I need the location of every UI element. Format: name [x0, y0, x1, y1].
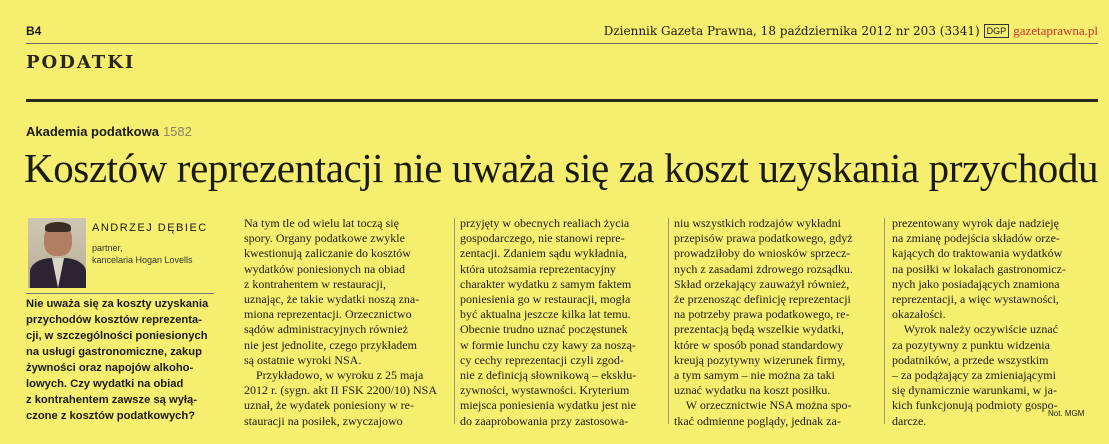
author-photo — [28, 218, 86, 288]
kicker-number: 1582 — [162, 124, 192, 139]
masthead-issue-info: Dziennik Gazeta Prawna, 18 października 2012 nr 203 (3341) — [603, 24, 980, 38]
article-column-4: prezentowany wyrok daje nadzieję na zmianę podejścia składów orze- kających do traktowania wydatków na posiłki w lokalach gastronomicz- nych jako posiadających znamiona reprezentacji, a więc wystawności, okazałości. Wyrok należy oczywiście uznać za pozytywny z punktu widzenia podatników, a przede wszystkim – za podążający za zmieniającymi się dynamicznie warunkami, w ja- kich funkcjonują podmioty gospo- darcze. — [892, 216, 1066, 428]
lead-divider — [26, 293, 214, 294]
site-link[interactable]: gazetaprawna.pl — [1013, 23, 1098, 38]
article-column-3: niu wszystkich rodzajów wykładni przepisów prawa podatkowego, gdyż prowadziłoby do wniosków sprzecz- nych z zasadami zdrowego rozsądku. Skład orzekający zauważył również, że przenosząc definicję reprezentacji na potrzeby prawa podatkowego, re- prezentacją będą wszelkie wydatki, które w sposób ponad standardowy kreują pozytywny wizerunek firmy, a tym samym – nie można za taki uznać wydatku na koszt posiłku. W orzecznictwie NSA można spo- tkać odmienne poglądy, jednak za- — [674, 216, 853, 428]
article-column-1: Na tym tle od wielu lat toczą się spory. Organy podatkowe zwykle kwestionują zaliczanie do kosztów wydatków poniesionych na obiad z kontrahentem w restauracji, uznając, że takie wydatki noszą zna- miona reprezentacji. Orzecznictwo sądów administracyjnych również nie jest jednolite, czego przykładem są ostatnie wyroki NSA. Przykładowo, w wyroku z 25 maja 2012 r. (sygn. akt II FSK 2200/10) NSA uznał, że wydatek poniesiony w re- stauracji na posiłek, zwyczajowo — [244, 216, 438, 428]
section-title: PODATKI — [26, 52, 136, 73]
column-divider — [884, 218, 885, 424]
article-lead: Nie uważa się za koszty uzyskania przychodów kosztów reprezenta- cji, w szczególności poniesionych na usługi gastronomiczne, zakup żywności oraz napojów alkoho- lowych. Czy wydatki na obiad z kontrahentem zawsze są wyłą- czone z kosztów podatkowych? — [26, 298, 209, 422]
page-header — [26, 22, 1098, 40]
masthead — [604, 22, 1098, 40]
article-headline: Kosztów reprezentacji nie uważa się za koszt uzyskania przychodu — [24, 145, 1099, 191]
column-divider — [454, 218, 455, 424]
article-column-2: przyjęty w obecnych realiach życia gospodarczego, nie stanowi repre- zentacji. Zdaniem sądu wykładnia, która utożsamia reprezentacyjny charakter wydatku z samym faktem poniesienia go w restauracji, mogła być aktualna jeszcze kilka lat temu. Obecnie trudno uznać poczęstunek w formie lunchu czy kawy za noszą- cy cechy reprezentacji czyli zgod- nie z definicją słownikową – ekskłu- zywności, wystawności. Kryterium miejsca poniesienia wydatku jest nie do zaaprobowania przy zastosowa- — [460, 216, 637, 428]
kicker-label: Akademia podatkowa — [26, 124, 159, 139]
author-name: ANDRZEJ DĘBIEC — [92, 222, 208, 234]
header-divider — [26, 43, 1098, 44]
page-number: B4 — [26, 24, 42, 38]
section-divider — [26, 99, 1098, 102]
kicker — [26, 124, 192, 139]
dgp-logo: DGP — [984, 24, 1010, 38]
column-divider — [668, 218, 669, 424]
author-signoff: Not. MGM — [1048, 409, 1085, 418]
author-role: partner, kancelaria Hogan Lovells — [92, 243, 193, 265]
